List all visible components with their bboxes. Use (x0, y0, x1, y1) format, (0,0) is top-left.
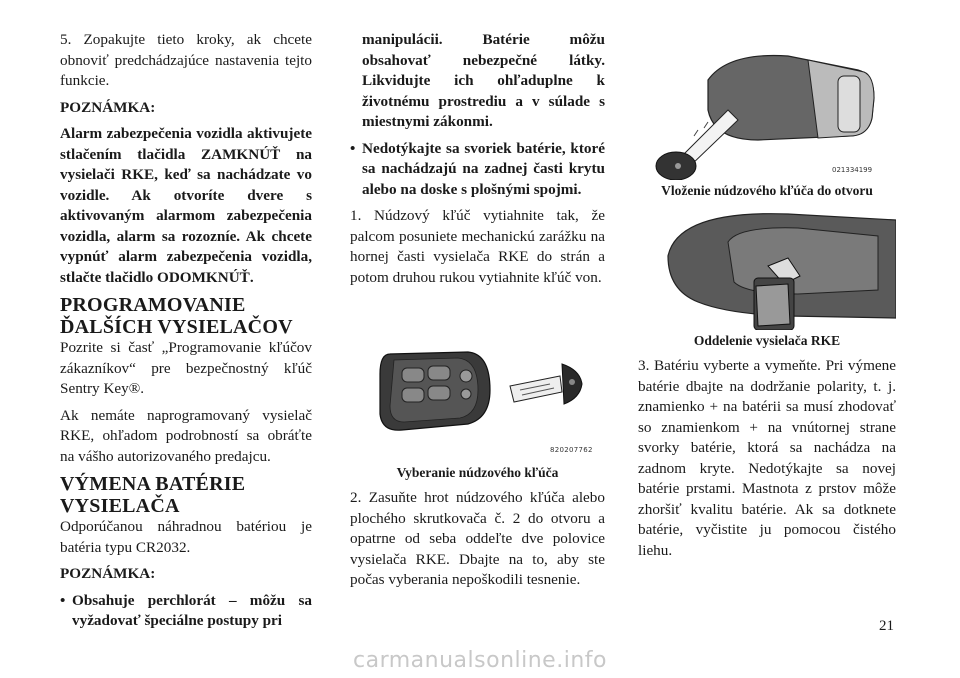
heading-line: VYSIELAČA (60, 495, 180, 517)
figure-fob-separation (638, 206, 896, 330)
warning-bullet: • Obsahuje perchlorát – môžu sa vyžadovať špeciálne postupy pri (60, 591, 312, 632)
heading-line: PROGRAMOVANIE (60, 294, 246, 316)
warning-bullet-continuation: manipulácii. Batérie môžu obsahovať nebezpečné látky. Likvidujte ich ohľaduplne k životnému prostrediu a v súlade s miestnymi zákonmi. (362, 31, 605, 130)
warning-bullet: • Nedotýkajte sa svoriek batérie, ktoré sa nachádzajú na zadnej časti krytu alebo na doske s plošnými spojmi. (350, 139, 605, 201)
programming-dealer-paragraph: Ak nemáte naprogramovaný vysielač RKE, ohľadom podrobností sa obráťte na vášho autorizovaného predajcu. (60, 406, 312, 465)
step1-paragraph: 1. Núdzový kľúč vytiahnite tak, že palcom posuniete mechanickú zarážku na hornej časti vysielača RKE do strán a potom druhou rukou vytiahnite kľúč von. (350, 207, 605, 286)
figure-key-removal (350, 294, 605, 462)
column-left (60, 30, 312, 638)
alarm-note-text: Alarm zabezpečenia vozidla aktivujete stlačením tlačidla ZAMKNÚŤ na vysielači RKE, keď sa nachádzate vo vozidle. Ak otvoríte dvere s aktivovaným alarmom zabezpečenia vozidla, alarm sa rozozníe. Ak chcete vypnúť alarm zabezpečenia vozidla, stlačte tlačidlo ODOMKNÚŤ. (60, 125, 312, 286)
step3-paragraph: 3. Batériu vyberte a vymeňte. Pri výmene batérie dbajte na dodržanie polarity, t. j. znamienko + na batérii sa musí zhodovať so znamienkom + na vnútornej strane svorky batérie, ktorá sa nachádza na zadnom kryte. Nedotýkajte sa novej batérie prstami. Mastnota z prstov môže zhoršiť kvalitu batérie. Ak sa dotknete batérie, vyčistite ju pomocou čistého liehu. (638, 357, 896, 559)
figure-caption: Oddelenie vysielača RKE (693, 333, 841, 348)
heading-line: ĎALŠÍCH VYSIELAČOV (60, 316, 293, 338)
programming-paragraph: Pozrite si časť „Programovanie kľúčov zákazníkov“ pre bezpečnostný kľúč Sentry Key®. (60, 339, 312, 397)
figure-key-insert (638, 40, 896, 180)
key-fob-illustration (350, 294, 605, 462)
battery-type-paragraph: Odporúčanou náhradnou batériou je batéria typu CR2032. (60, 518, 312, 556)
warning-list (60, 591, 312, 632)
page-number: 21 (879, 618, 894, 634)
figure-code: 820207762 (550, 446, 593, 454)
note-label: POZNÁMKA: (60, 98, 156, 116)
heading-line: VÝMENA BATÉRIE (60, 473, 246, 495)
section-heading-battery (60, 473, 312, 517)
warning-list (350, 139, 605, 201)
figure-caption: Vyberanie núdzového kľúča (396, 465, 559, 480)
note-label: POZNÁMKA: (60, 565, 156, 582)
step5-paragraph: 5. Zopakujte tieto kroky, ak chcete obnoviť predchádzajúce nastavenia tejto funkcie. (60, 31, 312, 89)
section-heading-programming (60, 294, 312, 338)
column-middle (350, 30, 605, 597)
fob-separation-illustration (638, 206, 896, 330)
figure-code: 021334199 (832, 166, 873, 174)
column-right (638, 40, 896, 567)
figure-caption: Vloženie núdzového kľúča do otvoru (661, 183, 873, 198)
watermark: carmanualsonline.info (353, 648, 607, 673)
figure-code: 021334198 (832, 319, 873, 327)
step2-paragraph: 2. Zasuňte hrot núdzového kľúča alebo plochého skrutkovača č. 2 do otvoru a opatrne od seba oddeľte dve polovice vysielača RKE. Dbajte na to, aby ste počas vyberania nepoškodili tesnenie. (350, 489, 605, 588)
key-insert-illustration (638, 40, 896, 180)
